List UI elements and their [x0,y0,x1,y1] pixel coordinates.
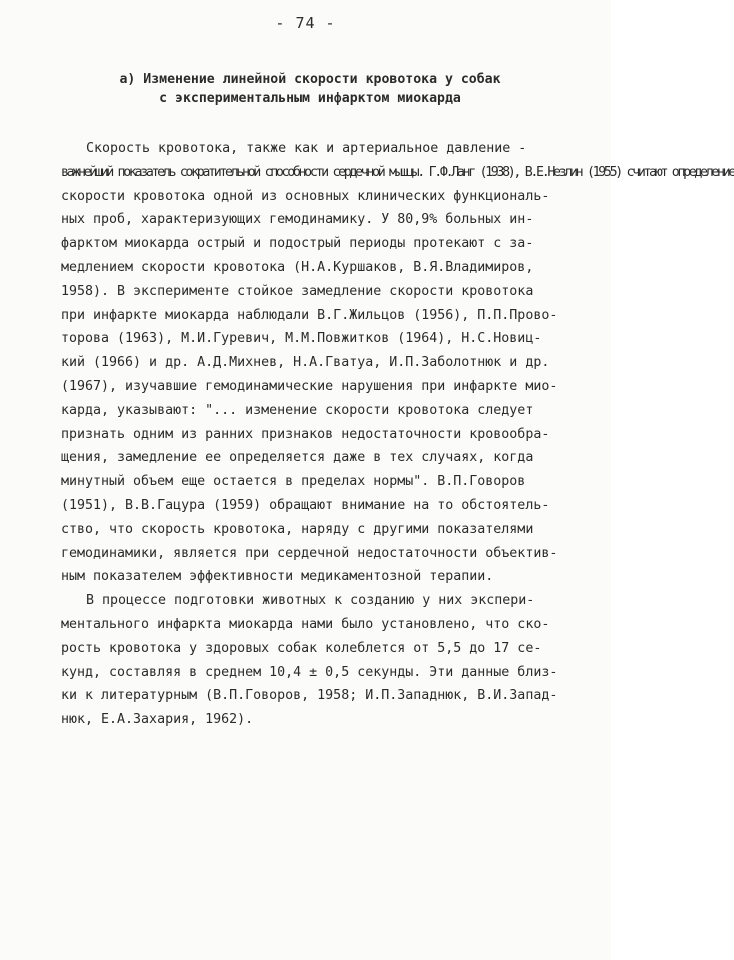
text-line: торова (1963), М.И.Гуревич, М.М.Повжитков (1964), Н.С.Новиц- [61,331,542,347]
section-heading [60,70,560,108]
text-line: фарктом миокарда острый и подострый периоды протекают с за- [61,236,534,252]
section-heading-line-1: а) Изменение линейной скорости кровотока у собак [119,72,501,87]
text-line: Скорость кровотока, также как и артериальное давление - [86,141,527,156]
paragraph-1 [61,137,734,589]
text-line: признать одним из ранних признаков недостаточности кровообра- [61,426,550,442]
text-line: ных проб, характеризующих гемодинамику. У 80,9% больных ин- [61,212,534,228]
paragraph-2 [61,589,571,732]
text-line: кунд, составляя в среднем 10,4 ± 0,5 секунды. Эти данные близ- [61,664,558,680]
page-number: - 74 - [275,14,336,32]
text-line: при инфаркте миокарда наблюдали В.Г.Жильцов (1956), П.П.Прово- [61,307,558,323]
text-line: ки к литературным (В.П.Говоров, 1958; И.П.Западнюк, В.И.Запад- [61,688,558,704]
text-line: (1967), изучавшие гемодинамические нарушения при инфаркте мио- [61,378,558,394]
text-line: гемодинамики, является при сердечной недостаточности объектив- [61,545,558,561]
text-line: кий (1966) и др. А.Д.Михнев, Н.А.Гватуа, И.П.Заболотнюк и др. [61,355,550,371]
text-line: ным показателем эффективности медикаментозной терапии. [61,569,494,585]
text-line: скорости кровотока одной из основных клинических функциональ- [61,188,550,204]
text-line: щения, замедление ее определяется даже в тех случаях, когда [61,450,534,466]
text-line: важнейший показатель сократительной способности сердечной мышцы. Г.Ф.Ланг (1938), В.Е.Незлин (1955) считают определение [61,164,734,180]
text-line: ство, что скорость кровотока, наряду с другими показателями [61,521,534,537]
text-line: медлением скорости кровотока (Н.А.Куршаков, В.Я.Владимиров, [61,259,534,275]
body-text [61,137,734,732]
text-line: рость кровотока у здоровых собак колеблется от 5,5 до 17 се- [61,640,542,656]
text-line: ментального инфаркта миокарда нами было установлено, что ско- [61,616,550,632]
text-line: В процессе подготовки животных к созданию у них экспери- [86,593,535,609]
text-line: (1951), В.В.Гацура (1959) обращают внимание на то обстоятель- [61,497,550,513]
text-line: минутный объем еще остается в пределах нормы". В.П.Говоров [61,474,526,490]
text-line: карда, указывают: "... изменение скорости кровотока следует [61,402,534,418]
text-line: 1958). В эксперименте стойкое замедление скорости кровотока [61,283,534,299]
text-line: нюк, Е.А.Захария, 1962). [61,712,254,728]
section-heading-line-2: с экспериментальным инфарктом миокарда [159,91,461,106]
